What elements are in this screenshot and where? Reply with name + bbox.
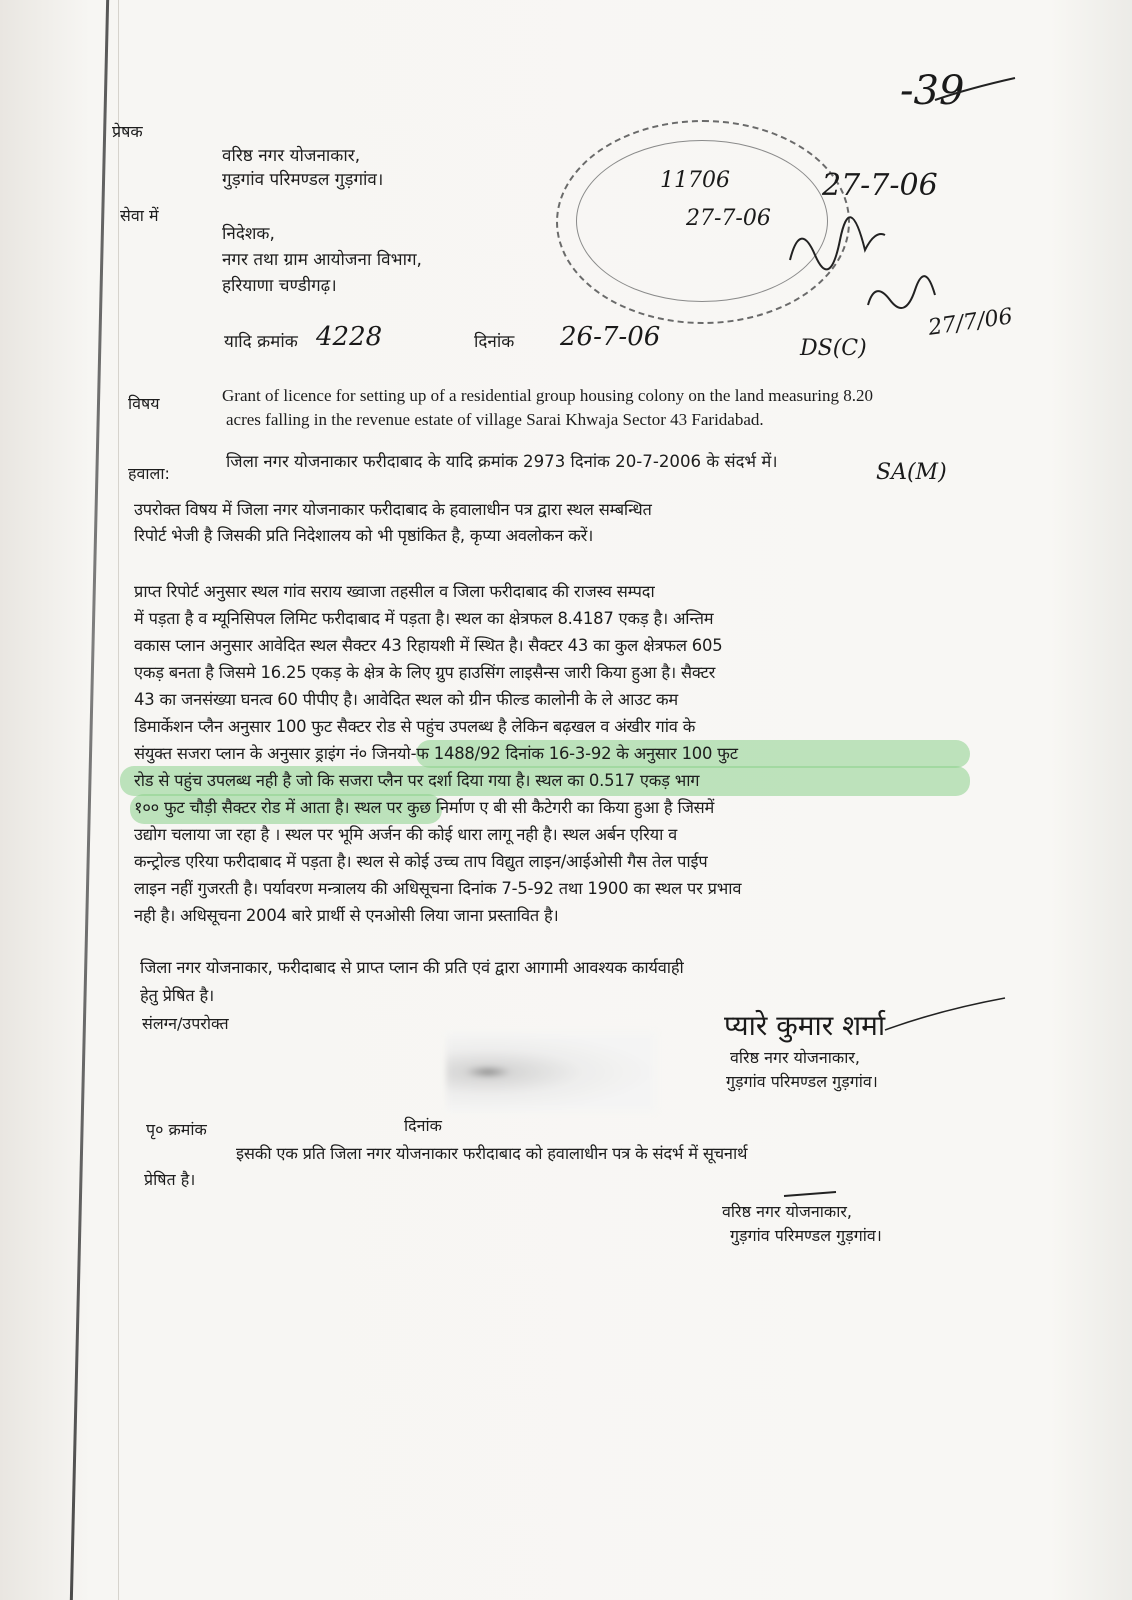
sender-designation: वरिष्ठ नगर योजनाकार, bbox=[222, 146, 361, 166]
forwarding-initials: DS(C) bbox=[800, 336, 867, 361]
sender-label: प्रेषक bbox=[112, 122, 143, 141]
para1-line: उपरोक्त विषय में जिला नगर योजनाकार फरीदाबाद के हवालाधीन पत्र द्वारा स्थल सम्बन्धित bbox=[134, 500, 652, 519]
para2-line: वकास प्लान अनुसार आवेदित स्थल सैक्टर 43 रिहायशी में स्थित है। सैक्टर 43 का कुल क्षेत्रफल 605 bbox=[134, 636, 723, 655]
endorsement-line: इसकी एक प्रति जिला नगर योजनाकार फरीदाबाद को हवालाधीन पत्र के संदर्भ में सूचनार्थ bbox=[236, 1144, 748, 1163]
signature-scribble: प्यारे कुमार शर्मा bbox=[724, 1009, 886, 1042]
received-date-annotation: 27-7-06 bbox=[822, 168, 938, 203]
para2-line: रोड से पहुंच उपलब्ध नही है जो कि सजरा प्लैन पर दर्शा दिया गया है। स्थल का 0.517 एकड़ भाग bbox=[134, 771, 700, 790]
para2-line: संयुक्त सजरा प्लान के अनुसार ड्राइंग नं० जिनयो-फ 1488/92 दिनांक 16-3-92 के अनुसार 100 फुट bbox=[134, 744, 738, 763]
memo-date-label: दिनांक bbox=[474, 332, 515, 352]
memo-ref-label: यादि क्रमांक bbox=[224, 332, 298, 352]
signature-stroke-icon bbox=[880, 990, 1010, 1040]
para2-line: नही है। अधिसूचना 2004 बारे प्रार्थी से एनओसी लिया जाना प्रस्तावित है। bbox=[134, 906, 559, 925]
recipient-designation: निदेशक, bbox=[222, 224, 275, 244]
reference-label: हवाला: bbox=[128, 464, 170, 483]
endorsement-date-label: दिनांक bbox=[404, 1116, 442, 1135]
para2-line: में पड़ता है व म्यूनिसिपल लिमिट फरीदाबाद में पड़ता है। स्थल का क्षेत्रफल 8.4187 एकड़ है। अन्तिम bbox=[134, 609, 714, 628]
reference-text: जिला नगर योजनाकार फरीदाबाद के यादि क्रमांक 2973 दिनांक 20-7-2006 के संदर्भ में। bbox=[226, 452, 778, 471]
diary-number: 11706 bbox=[660, 168, 730, 193]
page-number-annotation: -39 bbox=[900, 68, 965, 114]
para2-line: डिमार्केशन प्लैन अनुसार 100 फुट सैक्टर रोड से पहुंच उपलब्ध है लेकिन बढ़खल व अंखीर गांव के bbox=[134, 717, 696, 736]
signature-stroke-icon bbox=[780, 1188, 840, 1200]
para2-line: कन्ट्रोल्ड एरिया फरीदाबाद में पड़ता है। स्थल से कोई उच्च ताप विद्युत लाइन/आईओसी गैस तेल पाईप bbox=[134, 852, 708, 871]
para2-line: उद्योग चलाया जा रहा है । स्थल पर भूमि अर्जन की कोई धारा लागू नही है। स्थल अर्बन एरिया व bbox=[134, 825, 678, 844]
initials-scribble-icon bbox=[860, 275, 940, 315]
memo-ref-number: 4228 bbox=[316, 322, 383, 352]
subject-line-1: Grant of licence for setting up of a residential group housing colony on the land measuring 8.20 bbox=[222, 386, 874, 405]
recipient-department: नगर तथा ग्राम आयोजना विभाग, bbox=[222, 250, 422, 270]
para2-line: १०० फुट चौड़ी सैक्टर रोड में आता है। स्थल पर कुछ निर्माण ए बी सी कैटेगरी का किया हुआ है जिसमें bbox=[134, 798, 715, 817]
para3-line: जिला नगर योजनाकार, फरीदाबाद से प्राप्त प्लान की प्रति एवं द्वारा आगामी आवश्यक कार्यवाही bbox=[140, 958, 684, 977]
redacted-area bbox=[446, 1032, 656, 1112]
section-initials: SA(M) bbox=[876, 460, 947, 485]
sender-office: गुड़गांव परिमण्डल गुड़गांव। bbox=[222, 170, 384, 190]
subject-label: विषय bbox=[128, 394, 160, 413]
para2-line: प्राप्त रिपोर्ट अनुसार स्थल गांव सराय ख्वाजा तहसील व जिला फरीदाबाद की राजस्व सम्पदा bbox=[134, 582, 655, 601]
signature2-office: गुड़गांव परिमण्डल गुड़गांव। bbox=[730, 1226, 882, 1245]
para2-line: एकड़ बनता है जिसमे 16.25 एकड़ के क्षेत्र के लिए ग्रुप हाउसिंग लाइसैन्स जारी किया हुआ है। सैक्टर bbox=[134, 663, 716, 682]
para2-line: लाइन नहीं गुजरती है। पर्यावरण मन्त्रालय की अधिसूचना दिनांक 7-5-92 तथा 1900 का स्थल पर प्रभाव bbox=[134, 879, 742, 898]
para1-line: रिपोर्ट भेजी है जिसकी प्रति निदेशालय को भी पृष्ठांकित है, कृप्या अवलोकन करें। bbox=[134, 526, 594, 545]
signature1-designation: वरिष्ठ नगर योजनाकार, bbox=[730, 1048, 860, 1067]
binding-edge bbox=[70, 0, 109, 1600]
subject-line-2: acres falling in the revenue estate of village Sarai Khwaja Sector 43 Faridabad. bbox=[226, 410, 764, 429]
memo-date-value: 26-7-06 bbox=[560, 322, 661, 352]
para2-line: 43 का जनसंख्या घनत्व 60 पीपीए है। आवेदित स्थल को ग्रीन फील्ड कालोनी के ले आउट कम bbox=[134, 690, 678, 709]
endorsement-line: प्रेषित है। bbox=[144, 1170, 196, 1189]
fold-line bbox=[118, 0, 119, 1600]
forwarding-date: 27/7/06 bbox=[926, 304, 1015, 341]
para3-line: हेतु प्रेषित है। bbox=[140, 986, 214, 1005]
initials-scribble-icon bbox=[780, 210, 890, 280]
recipient-location: हरियाणा चण्डीगढ़। bbox=[222, 276, 337, 296]
pen-stroke-icon bbox=[930, 70, 1020, 110]
endorsement-number-label: पृ० क्रमांक bbox=[146, 1120, 207, 1139]
signature1-office: गुड़गांव परिमण्डल गुड़गांव। bbox=[726, 1072, 878, 1091]
diary-date: 27-7-06 bbox=[686, 206, 771, 231]
signature2-designation: वरिष्ठ नगर योजनाकार, bbox=[722, 1202, 852, 1221]
recipient-label: सेवा में bbox=[120, 206, 159, 225]
enclosure-note: संलग्न/उपरोक्त bbox=[142, 1014, 229, 1033]
